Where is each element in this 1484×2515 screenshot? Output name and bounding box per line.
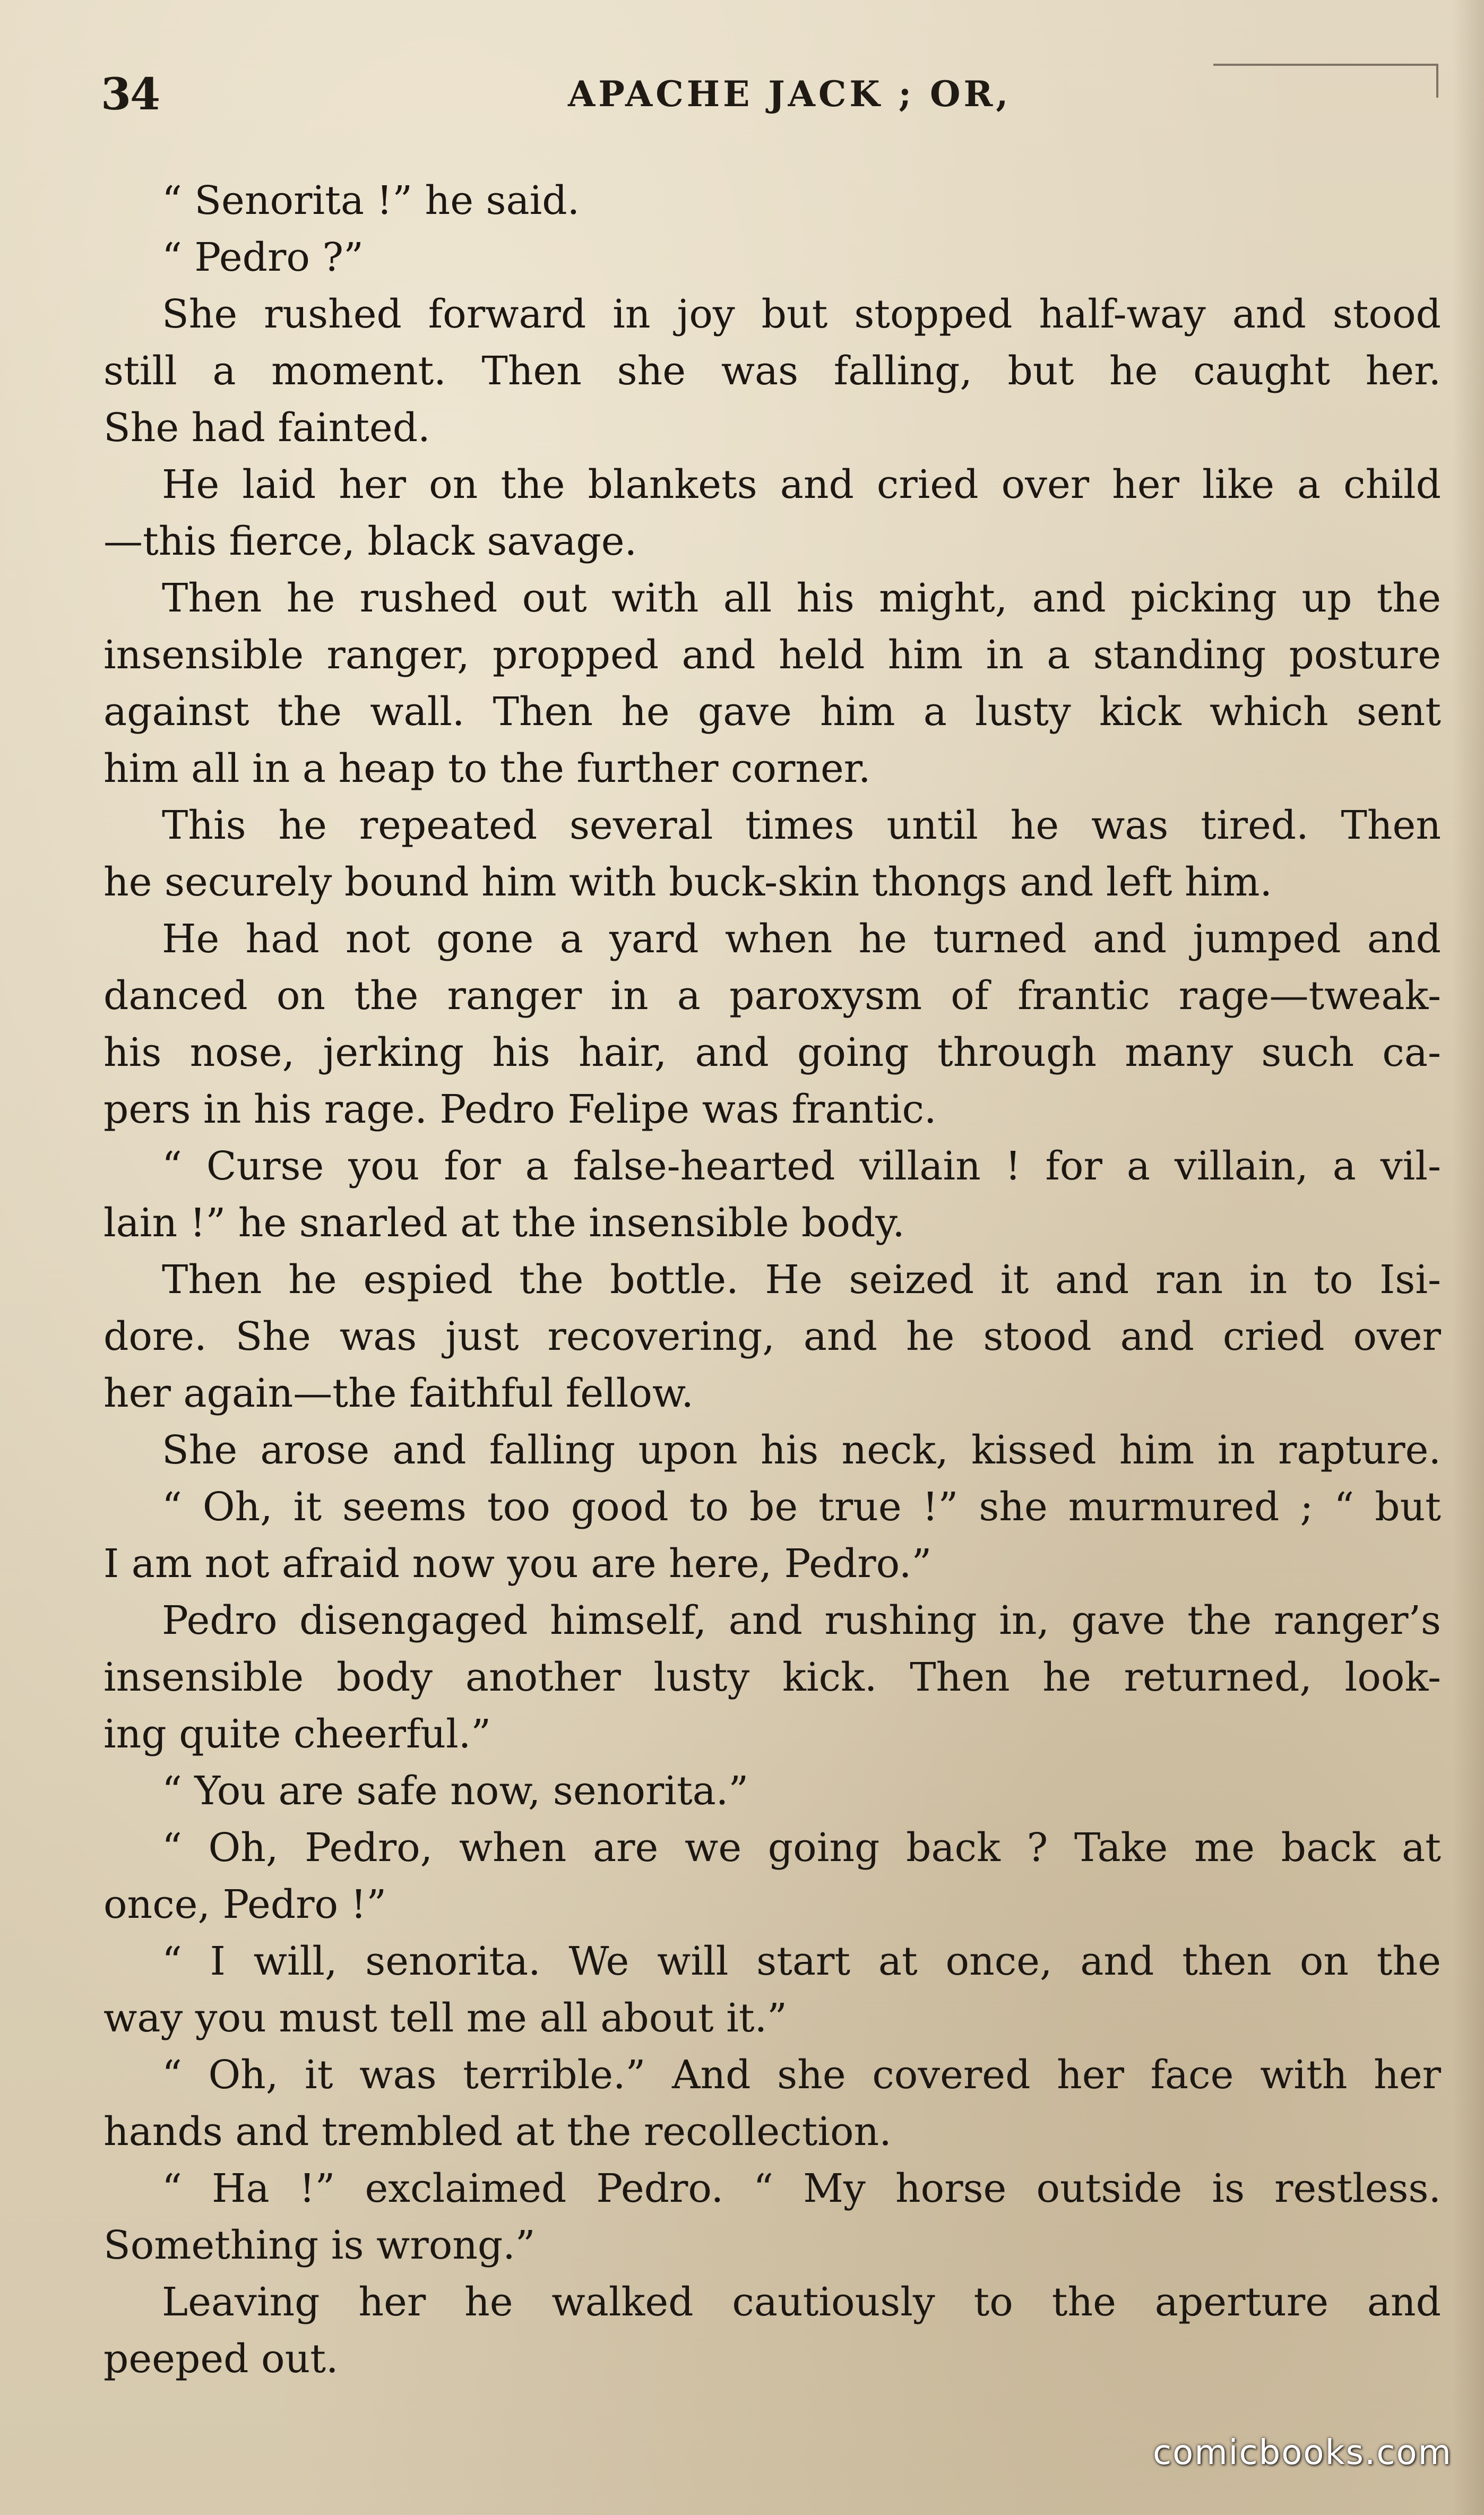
text-line: his nose, jerking his hair, and going through many such ca-	[103, 1030, 1441, 1075]
text-line: insensible ranger, propped and held him in a standing posture	[103, 632, 1441, 678]
text-line: “ Senorita !” he said.	[162, 178, 580, 223]
corner-mark	[1213, 64, 1438, 98]
text-line: She arose and falling upon his neck, kissed him in rapture.	[162, 1427, 1441, 1473]
text-line: he securely bound him with buck-skin thongs and left him.	[103, 859, 1273, 905]
text-line: “ You are safe now, senorita.”	[162, 1768, 749, 1814]
text-line: “ Oh, it was terrible.” And she covered her face with her	[162, 2052, 1441, 2098]
text-line: “ Oh, it seems too good to be true !” she murmured ; “ but	[162, 1484, 1441, 1530]
text-line: way you must tell me all about it.”	[103, 1995, 787, 2041]
text-line: her again—the faithful fellow.	[103, 1371, 694, 1416]
text-line: Then he rushed out with all his might, and picking up the	[162, 575, 1441, 621]
text-line: —this fierce, black savage.	[103, 519, 637, 564]
text-line: lain !” he snarled at the insensible body.	[103, 1200, 905, 1246]
text-line: still a moment. Then she was falling, but he caught her.	[103, 348, 1441, 394]
text-line: Leaving her he walked cautiously to the aperture and	[162, 2279, 1441, 2325]
text-line: She had fainted.	[103, 405, 430, 451]
text-line: Pedro disengaged himself, and rushing in, gave the ranger’s	[162, 1598, 1441, 1643]
text-line: dore. She was just recovering, and he stood and cried over	[103, 1314, 1441, 1359]
text-line: ing quite cheerful.”	[103, 1711, 491, 1757]
text-line: insensible body another lusty kick. Then he returned, look-	[103, 1655, 1441, 1700]
text-line: He laid her on the blankets and cried over her like a child	[162, 462, 1441, 507]
text-line: Something is wrong.”	[103, 2223, 536, 2268]
body-text	[103, 173, 1441, 2388]
text-line: Then he espied the bottle. He seized it and ran in to Isi-	[162, 1257, 1441, 1303]
text-line: him all in a heap to the further corner.	[103, 746, 871, 791]
text-line: “ Pedro ?”	[162, 235, 364, 280]
text-line: This he repeated several times until he was tired. Then	[162, 803, 1441, 848]
text-line: “ I will, senorita. We will start at once, and then on the	[162, 1939, 1441, 1984]
text-line: He had not gone a yard when he turned and jumped and	[162, 916, 1441, 962]
text-line: “ Curse you for a false-hearted villain ! for a villain, a vil-	[162, 1143, 1441, 1189]
page-number: 34	[101, 69, 160, 120]
text-line: against the wall. Then he gave him a lusty kick which sent	[103, 689, 1441, 735]
text-line: peeped out.	[103, 2336, 339, 2382]
running-head: APACHE JACK ; OR,	[568, 73, 1012, 115]
page-header	[101, 64, 1438, 127]
text-line: danced on the ranger in a paroxysm of frantic rage—tweak-	[103, 973, 1441, 1019]
text-line: “ Oh, Pedro, when are we going back ? Take me back at	[162, 1825, 1441, 1871]
watermark: comicbooks.com	[1152, 2433, 1452, 2473]
page-edge-shadow	[1452, 0, 1484, 2515]
text-line: hands and trembled at the recollection.	[103, 2109, 892, 2155]
text-line: I am not afraid now you are here, Pedro.”	[103, 1541, 932, 1587]
text-line: She rushed forward in joy but stopped half-way and stood	[162, 291, 1441, 337]
text-line: once, Pedro !”	[103, 1882, 387, 1927]
text-line: pers in his rage. Pedro Felipe was frantic.	[103, 1087, 937, 1132]
text-line: “ Ha !” exclaimed Pedro. “ My horse outside is restless.	[162, 2166, 1441, 2211]
